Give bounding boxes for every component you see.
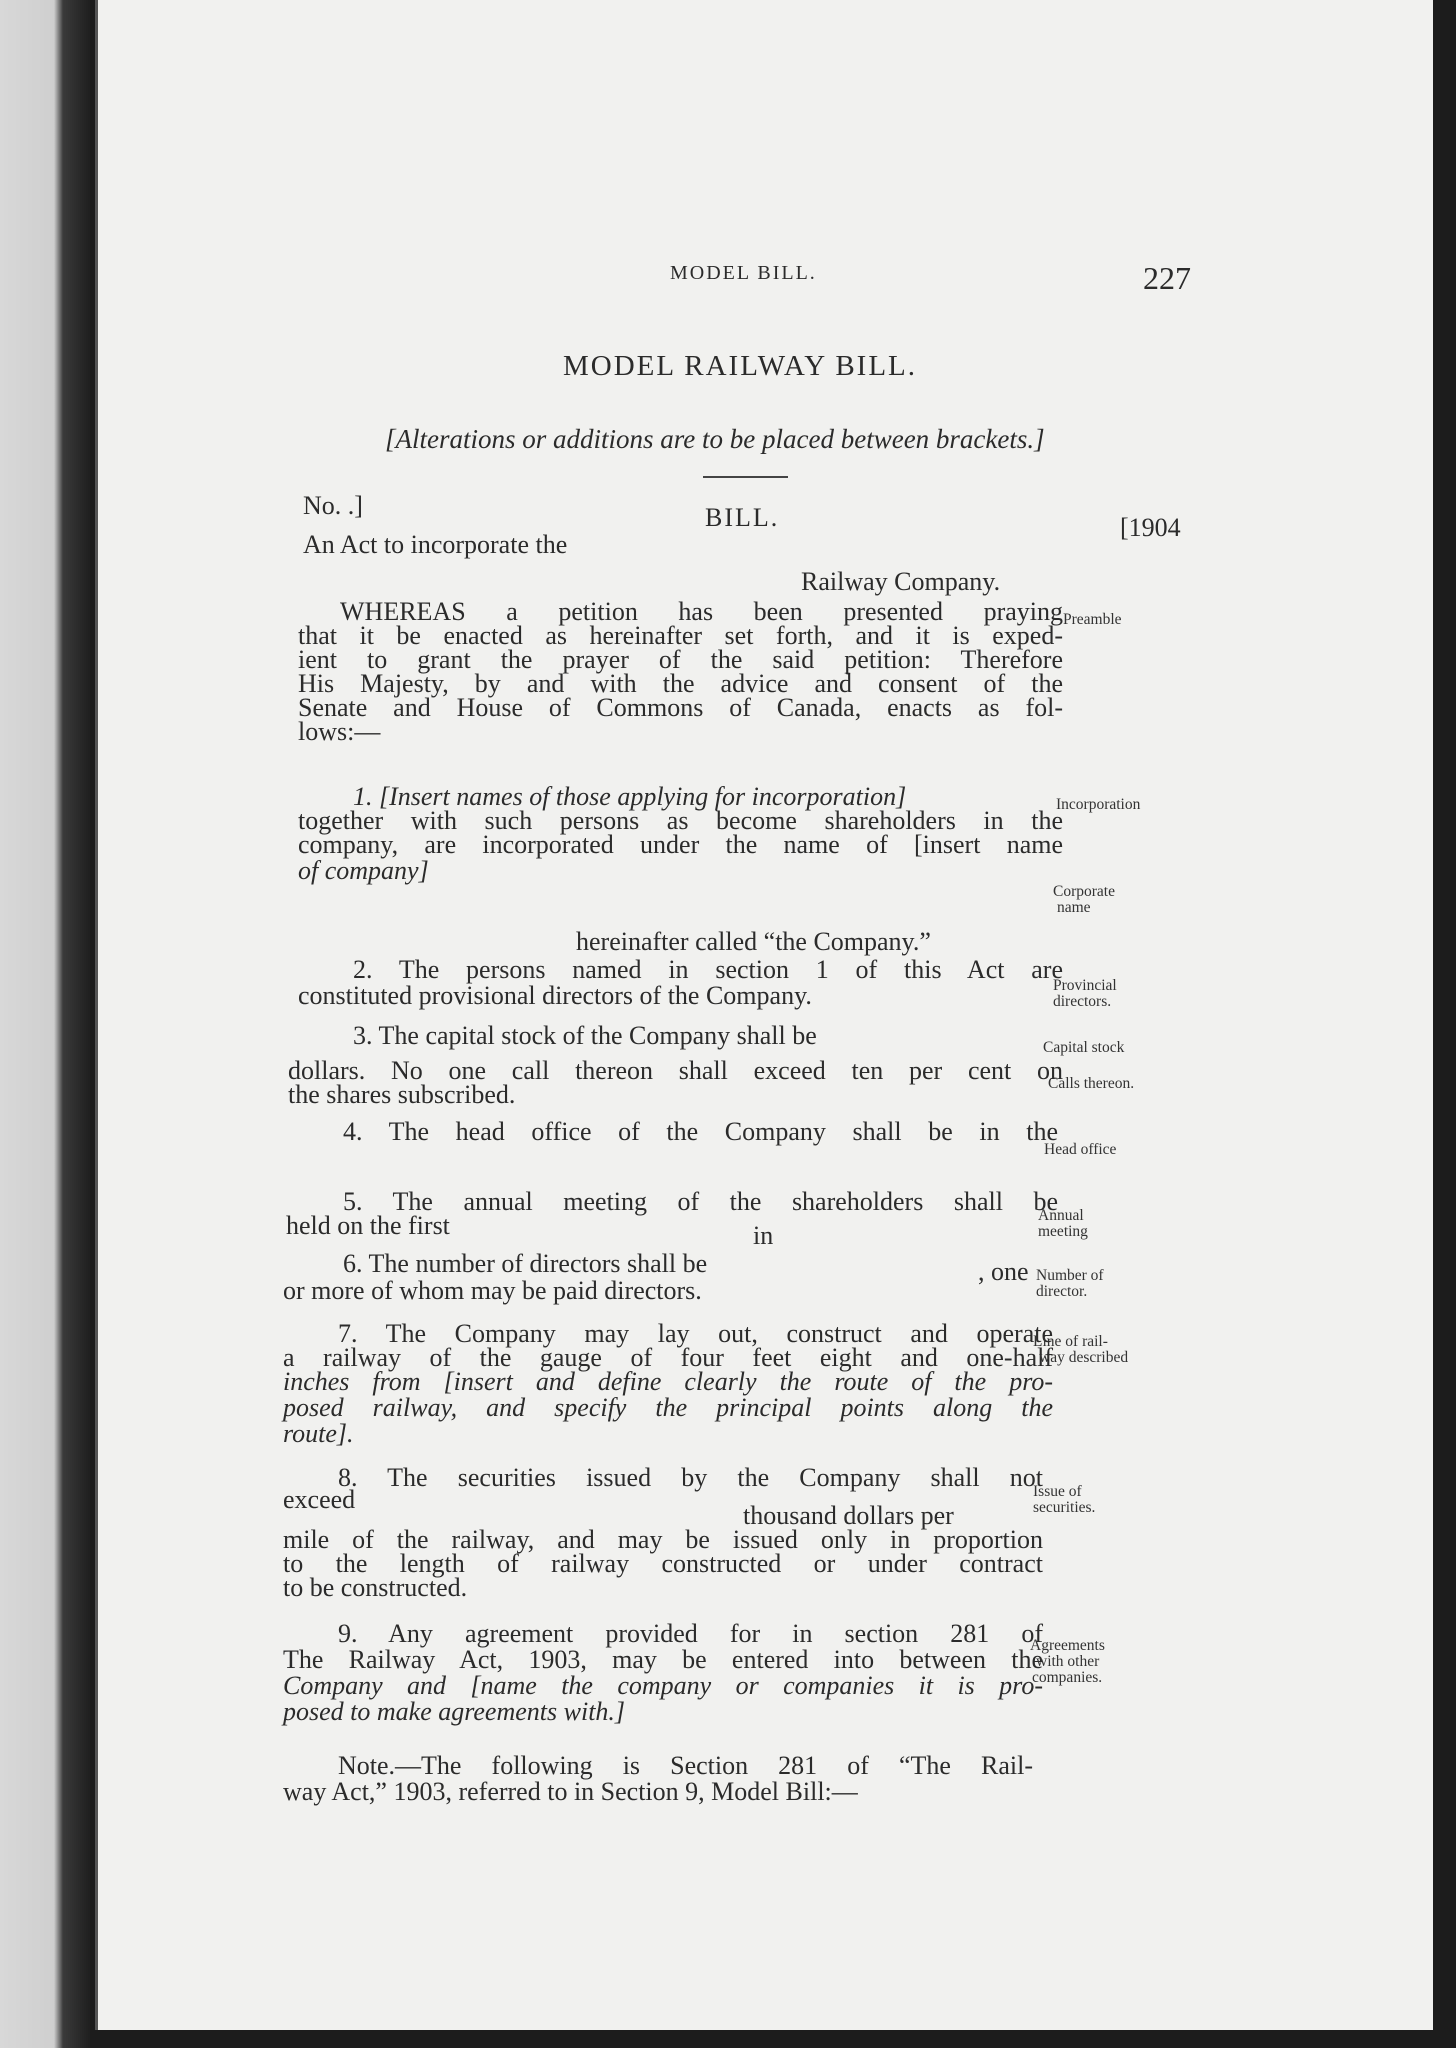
- section-5-line-2-in: in: [753, 1221, 774, 1250]
- preamble-line-6: lows:—: [298, 717, 381, 746]
- bill-year: [1904: [1120, 513, 1181, 542]
- margin-note-issue: [1033, 1484, 1095, 1516]
- margin-note-line-1: Line of rail-: [1033, 1333, 1108, 1350]
- bill-heading: BILL.: [705, 503, 780, 532]
- preamble-line-3: ient to grant the prayer of the said petition: Therefore: [298, 645, 1063, 674]
- section-8-line-1: 8. The securities issued by the Company shall not: [338, 1463, 1043, 1492]
- margin-note-provisional: [1053, 978, 1117, 1010]
- margin-note-incorporation: Incorporation: [1056, 796, 1141, 813]
- margin-note-provisional-1: Provincial: [1053, 977, 1117, 994]
- margin-note-number-2: director.: [1036, 1283, 1088, 1300]
- section-6-line-2: or more of whom may be paid directors.: [283, 1276, 702, 1305]
- section-7-line-4: posed railway, and specify the principal points along the: [283, 1393, 1053, 1422]
- running-head: MODEL BILL.: [670, 262, 817, 284]
- section-7-line-3: inches from [insert and define clearly the route of the pro-: [283, 1367, 1053, 1396]
- section-8-line-4: to the length of railway constructed or under contract: [283, 1549, 1043, 1578]
- section-2-line-2: constituted provisional directors of the Company.: [298, 981, 812, 1010]
- section-1-line-4: of company]: [298, 856, 429, 885]
- section-2-line-1: 2. The persons named in section 1 of this Act are: [353, 955, 1063, 984]
- margin-note-head-office: Head office: [1044, 1141, 1117, 1158]
- margin-note-issue-2: securities.: [1033, 1499, 1096, 1516]
- preamble-line-1: WHEREAS a petition has been presented praying: [340, 597, 1063, 626]
- section-9-line-2: The Railway Act, 1903, may be entered into between the: [283, 1645, 1043, 1674]
- section-1-line-3: company, are incorporated under the name of [insert name: [298, 830, 1063, 859]
- section-8-line-2-tail: thousand dollars per: [743, 1501, 954, 1530]
- preamble-line-5: Senate and House of Commons of Canada, enacts as fol-: [298, 693, 1063, 722]
- margin-note-preamble: Preamble: [1063, 611, 1122, 628]
- preamble-line-4: His Majesty, by and with the advice and consent of the: [298, 669, 1063, 698]
- section-3-line-2: dollars. No one call thereon shall exceed ten per cent on: [288, 1056, 1063, 1085]
- section-8-line-2: exceed: [283, 1485, 356, 1514]
- margin-note-annual-1: Annual: [1038, 1207, 1084, 1224]
- margin-note-capital: Capital stock: [1043, 1039, 1125, 1056]
- section-1-line-1: 1. [Insert names of those applying for incorporation]: [353, 782, 907, 811]
- section-1-tail: hereinafter called “the Company.”: [576, 927, 931, 956]
- section-3-line-3: the shares subscribed.: [288, 1080, 516, 1109]
- section-5-line-1: 5. The annual meeting of the shareholders shall be: [343, 1187, 1058, 1216]
- section-9-line-3: Company and [name the company or companies it is pro-: [283, 1671, 1043, 1700]
- section-3-line-1: 3. The capital stock of the Company shall be: [353, 1021, 817, 1050]
- page-number: 227: [1143, 260, 1191, 296]
- margin-note-number-1: Number of: [1036, 1267, 1104, 1284]
- section-8-line-3: mile of the railway, and may be issued only in proportion: [283, 1525, 1043, 1554]
- margin-note-provisional-2: directors.: [1053, 993, 1112, 1010]
- section-4-line: 4. The head office of the Company shall be in the: [343, 1117, 1058, 1146]
- act-title-line-1: An Act to incorporate the: [303, 530, 568, 559]
- section-9-line-4: posed to make agreements with.]: [283, 1697, 626, 1726]
- section-8-line-5: to be constructed.: [283, 1573, 468, 1602]
- section-7-line-2: a railway of the gauge of four feet eight and one-half: [283, 1343, 1053, 1372]
- section-5-line-2: held on the first: [286, 1211, 450, 1240]
- page-title: MODEL RAILWAY BILL.: [563, 350, 918, 382]
- act-title-line-2: Railway Company.: [801, 567, 1001, 596]
- section-7-line-5: route].: [283, 1419, 354, 1448]
- facing-page-edge: [0, 0, 90, 2048]
- margin-note-issue-1: Issue of: [1033, 1483, 1082, 1500]
- document-page: [95, 0, 1433, 2030]
- margin-note-number: [1036, 1268, 1104, 1300]
- margin-note-corporate-name-1: Corporate: [1053, 883, 1115, 900]
- margin-note-calls: Calls thereon.: [1048, 1075, 1135, 1092]
- margin-note-agreements-2: with other: [1036, 1653, 1100, 1670]
- margin-note-agreements: [1030, 1638, 1105, 1686]
- section-6-line-1-tail: , one: [978, 1257, 1029, 1286]
- section-6-line-1: 6. The number of directors shall be: [343, 1249, 708, 1278]
- section-1-line-2: together with such persons as become shareholders in the: [298, 806, 1063, 835]
- note-line-2: way Act,” 1903, referred to in Section 9, Model Bill:—: [283, 1777, 858, 1806]
- bill-number: No. .]: [303, 491, 363, 520]
- margin-note-corporate-name: [1053, 884, 1115, 916]
- margin-note-agreements-3: companies.: [1032, 1669, 1103, 1686]
- section-9-line-1: 9. Any agreement provided for in section 281 of: [338, 1619, 1043, 1648]
- margin-note-line: [1033, 1334, 1128, 1366]
- margin-note-agreements-1: Agreements: [1030, 1637, 1105, 1654]
- subtitle: [Alterations or additions are to be placed between brackets.]: [385, 424, 1045, 454]
- note-line-1: Note.—The following is Section 281 of “The Rail-: [338, 1751, 1033, 1780]
- margin-note-annual-2: meeting: [1038, 1223, 1088, 1240]
- margin-note-annual: [1038, 1208, 1088, 1240]
- margin-note-line-2: way described: [1039, 1349, 1129, 1366]
- title-rule: [703, 476, 788, 478]
- preamble-line-2: that it be enacted as hereinafter set forth, and it is exped-: [298, 621, 1063, 650]
- section-7-line-1: 7. The Company may lay out, construct and operate: [338, 1319, 1053, 1348]
- margin-note-corporate-name-2: name: [1057, 899, 1091, 916]
